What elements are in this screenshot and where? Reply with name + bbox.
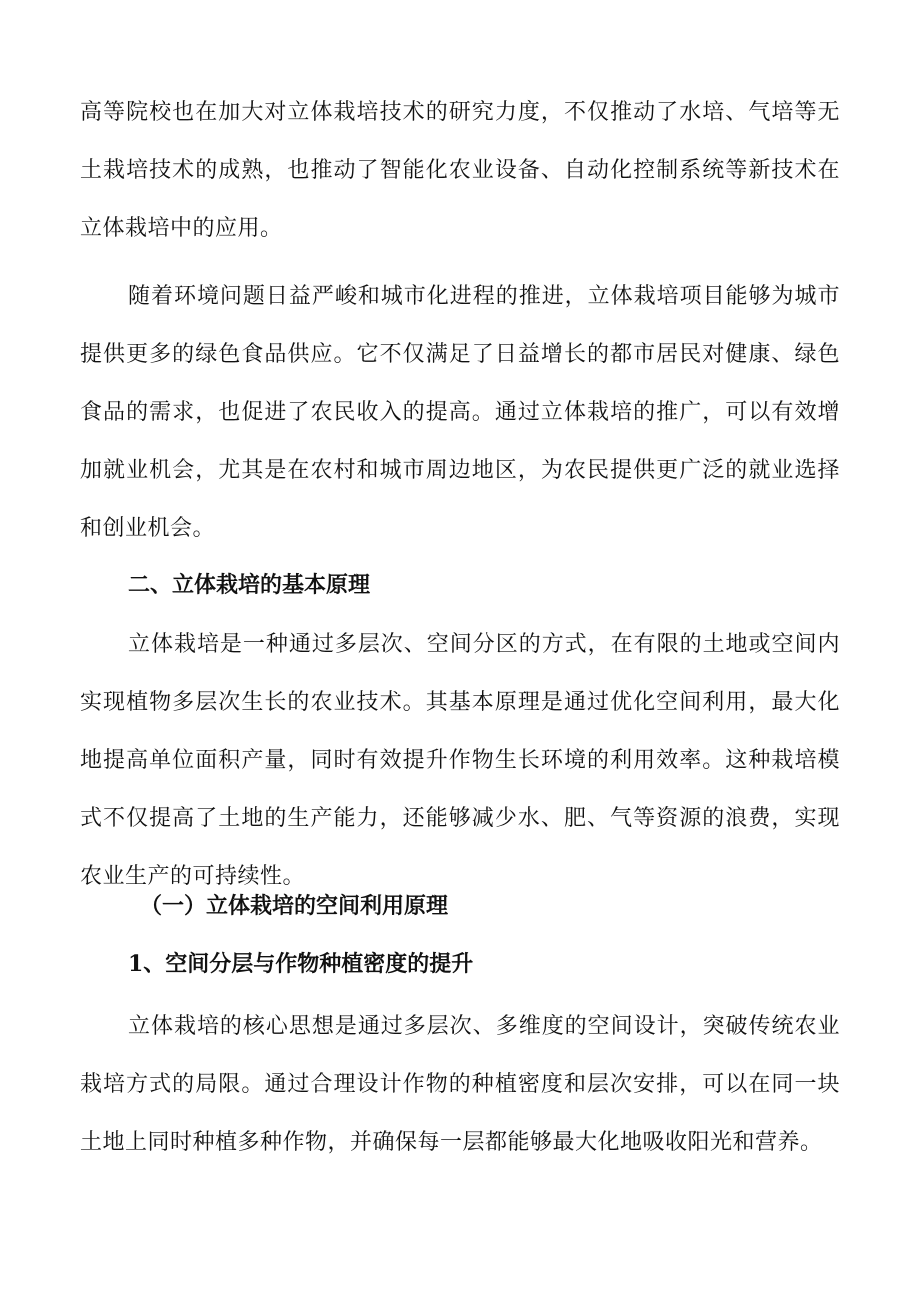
paragraph-core-idea: 立体栽培的核心思想是通过多层次、多维度的空间设计，突破传统农业栽培方式的局限。通过合理设计作物的种植密度和层次安排，可以在同一块土地上同时种植多种作物，并确保每一层都能够最大化地吸收阳光和营养。 [80, 1014, 840, 1155]
item-heading-layering-density: 1、空间分层与作物种植密度的提升 [128, 951, 474, 977]
paragraph-research-institutions: 高等院校也在加大对立体栽培技术的研究力度，不仅推动了水培、气培等无土栽培技术的成熟，也推动了智能化农业设备、自动化控制系统等新技术在立体栽培中的应用。 [80, 100, 840, 241]
paragraph-urbanization-benefits: 随着环境问题日益严峻和城市化进程的推进，立体栽培项目能够为城市提供更多的绿色食品供应。它不仅满足了日益增长的都市居民对健康、绿色食品的需求，也促进了农民收入的提高。通过立体栽培的推广，可以有效增加就业机会，尤其是在农村和城市周边地区，为农民提供更广泛的就业选择和创业机会。 [80, 284, 840, 541]
paragraph-basic-principle: 立体栽培是一种通过多层次、空间分区的方式，在有限的土地或空间内实现植物多层次生长的农业技术。其基本原理是通过优化空间利用，最大化地提高单位面积产量，同时有效提升作物生长环境的利用效率。这种栽培模式不仅提高了土地的生产能力，还能够减少水、肥、气等资源的浪费，实现农业生产的可持续性。 [80, 632, 840, 889]
subsection-heading-space-utilization: （一）立体栽培的空间利用原理 [140, 893, 449, 919]
section-heading-basic-principles: 二、立体栽培的基本原理 [128, 573, 371, 598]
